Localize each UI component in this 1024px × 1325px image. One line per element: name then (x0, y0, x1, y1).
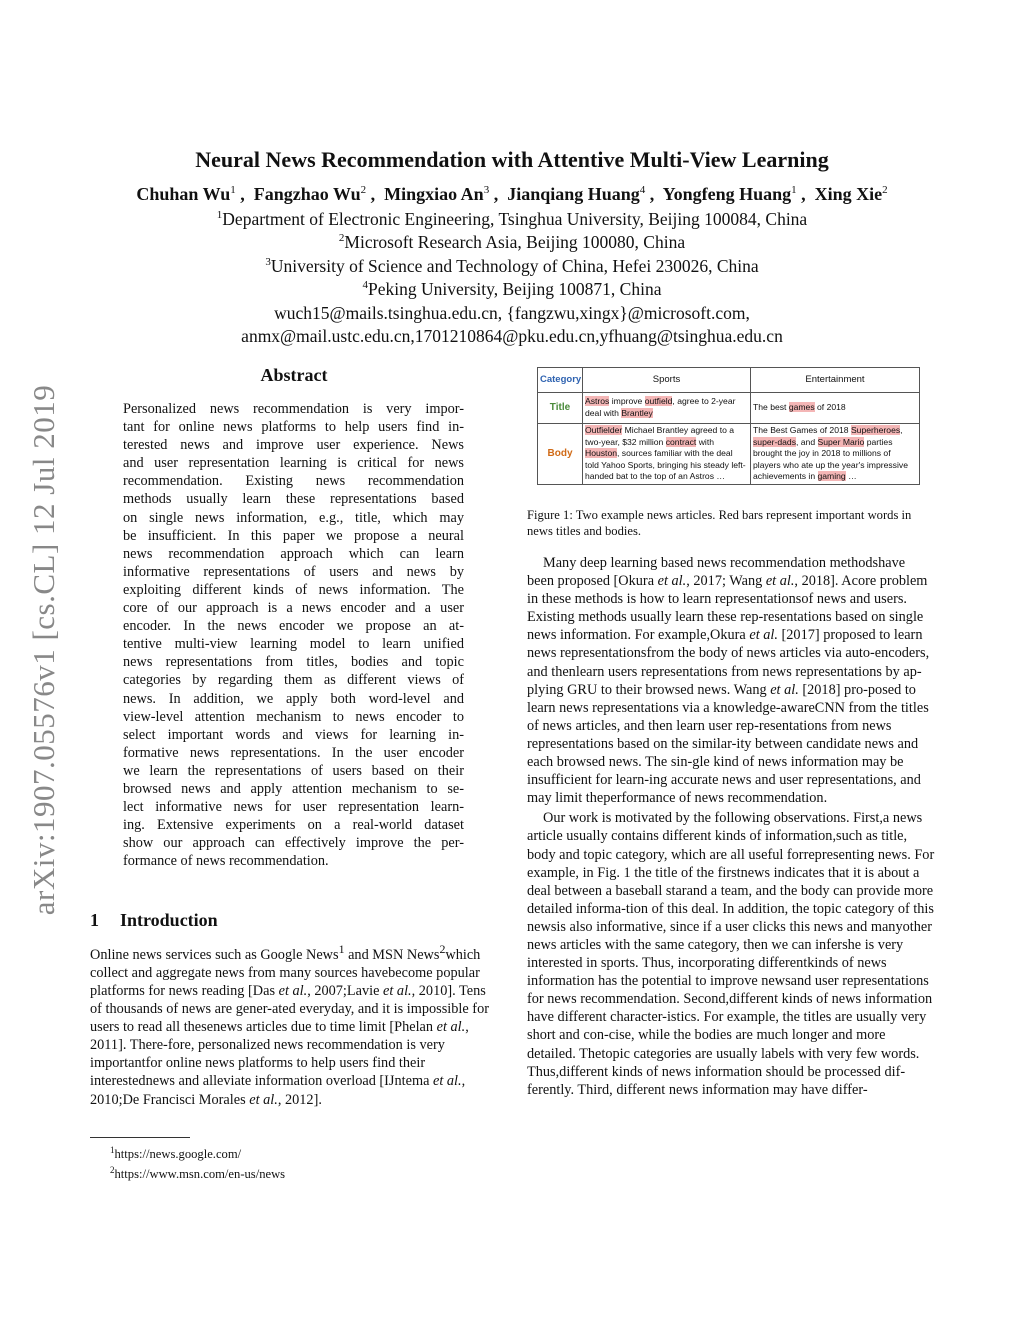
highlighted-word: Outfielder (585, 425, 623, 435)
text-line: informative representations of users and news by (123, 563, 464, 580)
footnotes (110, 1142, 285, 1182)
highlighted-word: gaming (817, 471, 846, 482)
figure-1-caption: Figure 1: Two example news articles. Red bars represent important words in news titles and bodies. (527, 508, 912, 539)
author: Mingxiao An$^3$ (384, 184, 490, 204)
text-line: Lavie et al., 2010]. Tens of thousands of news are gener- (90, 982, 486, 1018)
text-line: ity between candidate news and each browsed news. The sin- (527, 735, 919, 771)
text-line: methods usually learn these representations based (123, 491, 464, 508)
text-line: lect informative news for user representation learn- (123, 799, 464, 816)
section-heading-introduction: 1 Introduction (90, 910, 218, 930)
text-line: topic categories are usually labels with very few words. Thus, (527, 1045, 920, 1080)
text-line: browsed news and apply attention mechanism to se- (123, 780, 464, 797)
affiliation: $^2$Microsoft Research Asia, Beijing 100080, China (338, 232, 686, 253)
text-line: view-level attention mechanism to news encoder to (123, 708, 464, 725)
sports-header: Sports (583, 368, 751, 393)
text-line: Many deep learning based news recommendation methods (543, 555, 879, 571)
text-line: resentations from news representations based on the similar- (527, 717, 892, 752)
text-line: representing news. For example, in Fig. 1 the title of the first (527, 846, 935, 881)
text-line: other news articles with the same category, then we can infer (527, 918, 932, 953)
highlighted-word: Super Mario (817, 436, 865, 447)
highlighted-word: Superheroes (850, 425, 901, 435)
body-label: Body (538, 424, 583, 485)
text-line: news and alleviate information overload [IJntema et al., 2010; (90, 1073, 466, 1108)
text-line: news recommendation approach which can learn (123, 545, 464, 562)
text-line: performance of news recommendation. (603, 790, 828, 807)
intro-left-column (90, 940, 498, 1109)
figure-header-row (538, 368, 920, 393)
author: Jianqiang Huang$^4$ (507, 184, 646, 204)
text-line: is also informative, since if a user clicks this news and many (556, 918, 903, 935)
text-line: encoder. In the news encoder we propose an at- (123, 618, 464, 635)
affiliation: $^1$Department of Electronic Engineering, Tsinghua University, Beijing 100084, China (216, 209, 808, 229)
text-line: ferently. Third, different news information may have differ- (527, 1081, 868, 1098)
text-line: news indicates that it is about a deal between a baseball star (527, 864, 920, 899)
text-line: ing. Extensive experiments on a real-world dataset (123, 817, 464, 834)
email-line: wuch15@mails.tsinghua.edu.cn, {fangzwu,xingx}@microsoft.com, (274, 302, 750, 323)
text-line: have been proposed [Okura et al., 2017; Wang et al., 2018]. A (527, 555, 906, 590)
text-line: Online news services such as Google News$^1$ and MSN News$^2$ (90, 942, 446, 963)
text-line: different kinds of news information have different character- (527, 991, 933, 1026)
text-line: we learn the representations of users based on their (123, 762, 464, 779)
text-line: posed to learn news representations via a knowledge-aware (527, 681, 916, 716)
author: Chuhan Wu$^1$ (136, 184, 236, 204)
text-line: formance of news recommendation. (123, 853, 329, 870)
figure-title-row (538, 393, 920, 424)
text-line: and a team, and the body can provide more detailed informa- (527, 882, 934, 917)
text-line: and user representation learning is critical for news (123, 455, 464, 472)
text-line: Okura et al. [2017] proposed to learn news representations (527, 627, 923, 662)
text-line: which collect and aggregate news from many sources have (90, 946, 481, 981)
author: Xing Xie$^2$ (814, 184, 888, 204)
text-line: be insufficient. In this paper we propose a neural (123, 527, 464, 544)
figure-body-row (538, 424, 920, 485)
highlighted-word: super-dads (753, 436, 796, 447)
highlighted-word: games (788, 402, 815, 413)
text-line: core problem in these methods is how to learn representations (527, 573, 928, 608)
text-line: ated everyday, and it is impossible for users to read all these (90, 1001, 489, 1036)
affiliations (0, 208, 1024, 348)
highlighted-word: contract (665, 436, 697, 447)
text-line: and user representations for news recommendation. Second, (527, 973, 929, 1008)
text-line: ing accurate news and user representations, and may limit the (527, 772, 921, 807)
text-line: for online news platforms to help users find their interested (90, 1055, 426, 1090)
text-line: core of our approach is a news encoder and a user (123, 600, 464, 617)
abstract-text (123, 400, 464, 870)
author-list: Chuhan Wu$^1$ , Fangzhao Wu$^2$ , Mingxiao An$^3$ , Jianqiang Huang$^4$ , Yongfeng Huang$^1$ , Xing Xie$^2$ (136, 184, 888, 204)
title-label: Title (538, 393, 583, 424)
text-line: news representations from titles, bodies and topic (123, 654, 464, 671)
text-line: De Francisci Morales et al., 2012]. (122, 1091, 322, 1108)
figure-1-table (537, 367, 920, 485)
footnote: $^2$https://www.msn.com/en-us/news (110, 1165, 286, 1182)
sports-body-cell: Outfielder Michael Brantley agreed to a two-year, $32 million contract with Houston, sources familiar with the deal told Yahoo Sports, bringing his steady left-handed bat to the top of an Astros … (583, 424, 751, 485)
highlighted-word: Astros (585, 396, 610, 407)
text-line: fore, personalized news recommendation is very important (90, 1037, 445, 1072)
text-line: terested news and improve user experience. News (123, 437, 464, 454)
text-line: exploiting different kinds of news information. The (123, 581, 464, 598)
text-line: different kinds of news information should be processed dif- (559, 1063, 906, 1080)
text-line: learn users representations from news representations by ap- (575, 663, 922, 680)
affiliation: $^4$Peking University, Beijing 100871, China (362, 279, 662, 300)
abstract-heading: Abstract (260, 365, 328, 385)
text-line: a news article usually contains different kinds of information, (527, 810, 923, 845)
text-line: resentations based on single news information. For example, (527, 609, 924, 644)
sports-title-cell: Astros improve outfield, agree to 2-year deal with Brantley (583, 393, 751, 424)
text-line: cise, while the bodies are much longer and more detailed. The (527, 1027, 886, 1062)
entertainment-body-cell: The Best Games of 2018 Superheroes, super-dads, and Super Mario parties brought the joy in 2018 to millions of players who ate up the year's impressive achievements in gaming … (751, 424, 920, 485)
text-line: CNN from the titles of news articles, and then learn user rep- (527, 699, 929, 734)
author: Yongfeng Huang$^1$ (662, 184, 797, 204)
highlighted-word: Brantley (621, 408, 653, 418)
text-line: such as title, body and topic category, which are all useful for (527, 828, 908, 863)
text-line: of news and users. Existing methods usually learn these rep- (527, 591, 907, 626)
text-line: from the body of news articles via auto-encoders, and then (527, 645, 930, 680)
entertainment-header: Entertainment (751, 368, 920, 393)
text-line: news articles due to time limit [Phelan et al., 2011]. There- (90, 1019, 469, 1054)
text-line: select important words and views for learning in- (123, 726, 464, 743)
text-line: Personalized news recommendation is very impor- (123, 401, 464, 417)
paper-title: Neural News Recommendation with Attentive Multi-View Learning (195, 147, 829, 172)
text-line: become popular platforms for news reading [Das et al., 2007; (90, 964, 480, 999)
text-line: tant for online news platforms to help users find in- (123, 419, 464, 436)
text-line: she is very interested in sports. Thus, incorporating different (527, 936, 904, 972)
text-line: Our work is motivated by the following observations. First, (543, 810, 883, 827)
text-line: news. In addition, we apply both word-level and (123, 690, 464, 707)
email-line: anmx@mail.ustc.edu.cn,1701210864@pku.edu.cn,yfhuang@tsinghua.edu.cn (241, 326, 783, 347)
entertainment-title-cell: The best games of 2018 (751, 393, 920, 424)
footnote-rule (90, 1137, 190, 1138)
text-line: show our approach can effectively improve the per- (123, 835, 464, 852)
text-line: plying GRU to their browsed news. Wang et al. [2018] pro- (527, 681, 868, 698)
text-line: categories by regarding them as different views of (123, 672, 464, 689)
text-line: formative news representations. In the user encoder (123, 744, 464, 761)
text-line: istics. For example, the titles are usually very short and con- (527, 1009, 927, 1044)
category-header: Category (538, 368, 583, 393)
text-line: tentive multi-view learning model to learn unified (123, 636, 464, 653)
affiliation: $^3$University of Science and Technology of China, Hefei 230026, China (265, 255, 759, 276)
text-line: gle kind of news information may be insufficient for learn- (527, 754, 904, 789)
footnote: $^1$https://news.google.com/ (110, 1145, 242, 1162)
highlighted-word: Houston (585, 448, 618, 459)
author: Fangzhao Wu$^2$ (253, 184, 367, 204)
text-line: tion of this deal. In addition, the topic category of this news (527, 900, 934, 935)
text-line: on single news information, e.g., title, which may (123, 509, 464, 526)
highlighted-word: outfield (644, 396, 673, 407)
intro-right-column (527, 554, 935, 1099)
text-line: kinds of news information has the potential to improve news (527, 955, 887, 990)
text-line: recommendation. Existing news recommendation (123, 473, 464, 490)
